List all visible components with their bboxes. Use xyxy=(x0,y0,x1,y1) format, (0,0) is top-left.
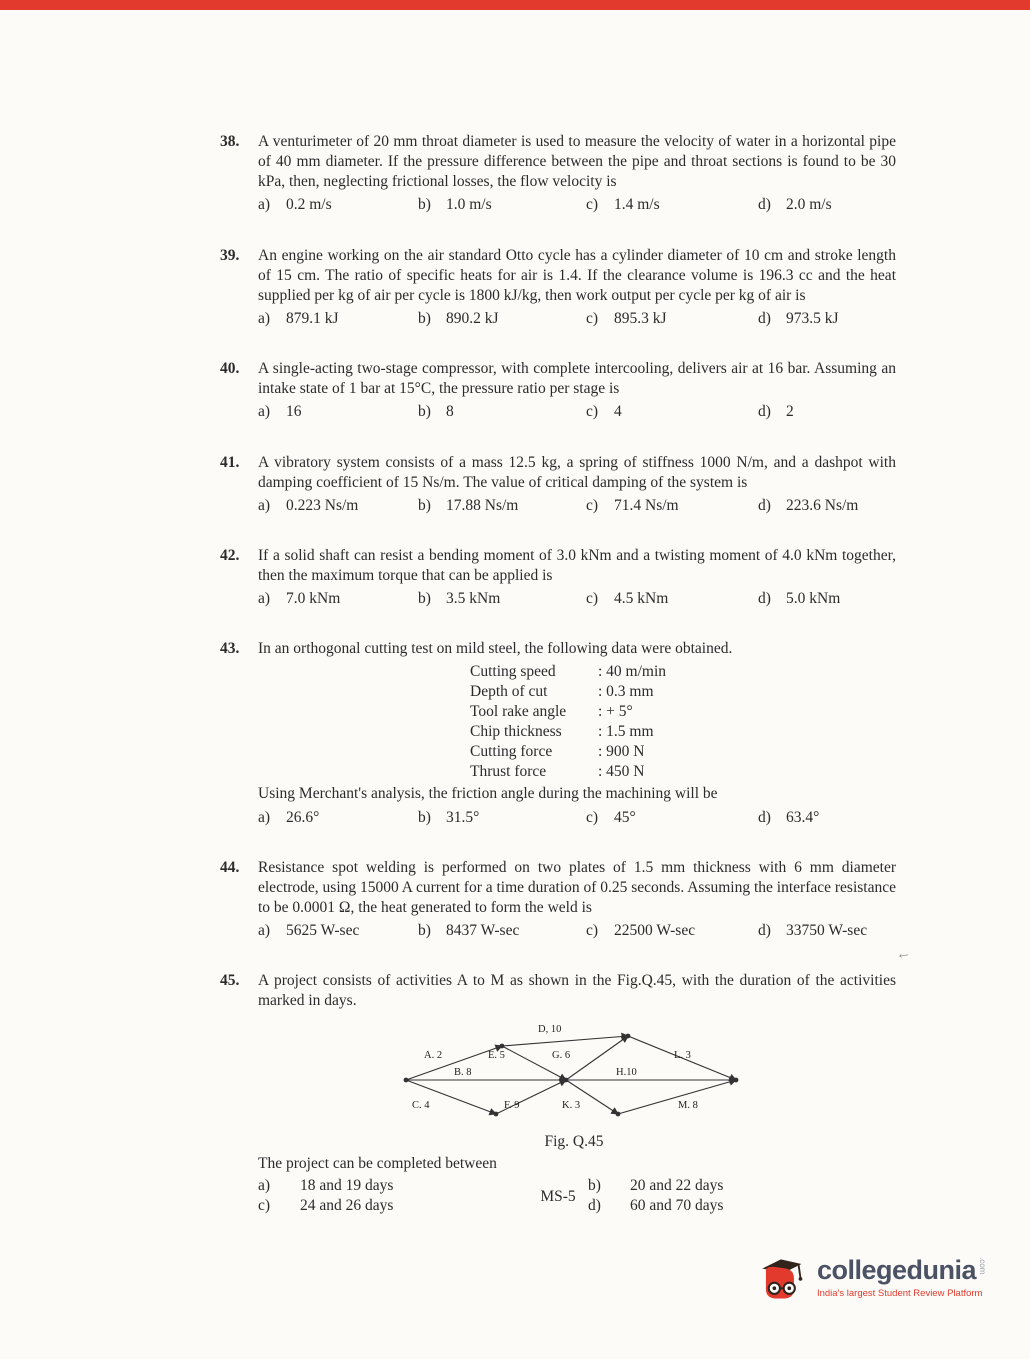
collegedunia-mascot-icon xyxy=(751,1250,807,1306)
data-row: Chip thickness : 1.5 mm xyxy=(470,722,654,740)
figure-caption: Fig. Q.45 xyxy=(544,1132,604,1150)
question-text: An engine working on the air standard Otto cycle has a cylinder diameter of 10 cm and stroke length of 15 cm. The ratio of specific heats for air is 1.4. If the clearance volume is 196.3 cc and the heat supplied per kg of air per cycle is 1800 kJ/kg, then work output per cycle per kg of air is xyxy=(258,246,896,304)
question-text: If a solid shaft can resist a bending moment of 3.0 kNm and a twisting moment of 4.0 kNm together, then the maximum torque that can be applied is xyxy=(258,546,896,585)
option-text: 31.5° xyxy=(446,808,480,826)
options-row xyxy=(258,589,896,609)
question-41 xyxy=(220,453,896,516)
option-text: 4 xyxy=(614,403,622,421)
option-a: a) 5625 W-sec xyxy=(258,922,360,940)
top-red-bar xyxy=(0,0,1030,10)
question-number: 41. xyxy=(220,453,240,471)
network-diagram xyxy=(390,1022,758,1130)
question-text: In an orthogonal cutting test on mild steel, the following data were obtained. xyxy=(258,640,733,658)
option-b: b) 8437 W-sec xyxy=(418,922,520,940)
option-d: d) 63.4° xyxy=(758,808,820,826)
brand-wordmark: collegedunia xyxy=(816,1255,976,1285)
question-text: A project consists of activities A to M as shown in the Fig.Q.45, with the duration of the activities marked in days. xyxy=(258,972,896,1010)
option-text: 1.0 m/s xyxy=(446,196,492,214)
option-text: 2.0 m/s xyxy=(786,196,832,214)
option-text: 5.0 kNm xyxy=(786,590,841,608)
option-text: 16 xyxy=(286,403,302,421)
option-c: c) 22500 W-sec xyxy=(586,922,696,940)
option-text: 7.0 kNm xyxy=(286,590,341,608)
option-d: d) 2 xyxy=(758,403,794,421)
option-text: 24 and 26 days xyxy=(300,1196,394,1214)
option-text: 223.6 Ns/m xyxy=(786,496,859,514)
option-text: 879.1 kJ xyxy=(286,309,339,327)
option-b: b) 8 xyxy=(418,403,454,421)
edge-label-L: L. 3 xyxy=(674,1049,691,1061)
edge-label-A: A. 2 xyxy=(424,1049,443,1061)
question-number: 42. xyxy=(220,546,240,564)
option-d: d) 33750 W-sec xyxy=(758,922,868,940)
question-number: 40. xyxy=(220,360,240,378)
options-row xyxy=(258,808,896,828)
data-row: Tool rake angle : + 5° xyxy=(470,702,633,720)
option-b: b) 3.5 kNm xyxy=(418,590,501,608)
option-text: 20 and 22 days xyxy=(630,1176,724,1194)
option-d: d) 223.6 Ns/m xyxy=(758,496,859,514)
data-row: Cutting force : 900 N xyxy=(470,743,645,761)
collegedunia-logo xyxy=(751,1250,986,1306)
question-text-continued: The project can be completed between xyxy=(258,1154,497,1172)
edge-label-M: M. 8 xyxy=(678,1099,698,1111)
edge-label-E: E. 5 xyxy=(488,1049,505,1061)
options-row xyxy=(258,402,896,422)
option-b: b) 1.0 m/s xyxy=(418,196,492,214)
option-text: 0.223 Ns/m xyxy=(286,496,359,514)
option-a: a) 879.1 kJ xyxy=(258,309,339,327)
activity-network-figure xyxy=(390,1022,758,1152)
option-text: 973.5 kJ xyxy=(786,309,839,327)
page-number: MS-5 xyxy=(540,1188,576,1205)
question-44 xyxy=(220,858,896,942)
options-row xyxy=(258,195,896,215)
option-c: c) 4.5 kNm xyxy=(586,590,669,608)
network-node xyxy=(616,1111,621,1116)
brand-tagline: India's largest Student Review Platform xyxy=(816,1288,983,1299)
option-text: 4.5 kNm xyxy=(614,590,669,608)
option-b: b) 20 and 22 days xyxy=(588,1176,724,1194)
option-text: 2 xyxy=(786,403,794,421)
network-node xyxy=(404,1077,409,1082)
option-d: d) 60 and 70 days xyxy=(588,1196,724,1214)
data-row: Thrust force : 450 N xyxy=(470,763,645,781)
edge-label-B: B. 8 xyxy=(454,1066,472,1078)
question-number: 38. xyxy=(220,133,240,150)
question-42 xyxy=(220,546,896,609)
option-c: c) 1.4 m/s xyxy=(586,196,660,214)
option-d: d) 973.5 kJ xyxy=(758,309,839,327)
option-text: 8437 W-sec xyxy=(446,922,520,940)
option-text: 60 and 70 days xyxy=(630,1196,724,1214)
option-b: b) 31.5° xyxy=(418,808,480,826)
question-number: 44. xyxy=(220,858,240,876)
option-text: 895.3 kJ xyxy=(614,309,667,327)
question-39 xyxy=(220,246,896,330)
stray-pen-mark: ← xyxy=(894,945,912,963)
option-text: 1.4 m/s xyxy=(614,196,660,214)
data-row: Depth of cut : 0.3 mm xyxy=(470,682,654,700)
network-node xyxy=(500,1043,505,1048)
question-text: Resistance spot welding is performed on two plates of 1.5 mm thickness with 6 mm diameter electrode, using 15000 A current for a time duration of 0.25 seconds. Assuming the interface resistance to be 0.0001 Ω, the heat generated to form the weld is xyxy=(258,858,896,916)
option-text: 3.5 kNm xyxy=(446,590,501,608)
edge-label-K: K. 3 xyxy=(562,1099,581,1111)
network-node xyxy=(494,1111,499,1116)
question-number: 43. xyxy=(220,640,240,658)
question-38 xyxy=(220,132,896,216)
option-text: 22500 W-sec xyxy=(614,922,696,940)
edge-label-C: C. 4 xyxy=(412,1099,430,1111)
options-row xyxy=(258,921,896,941)
brand-tld: .com xyxy=(978,1257,987,1275)
question-text: A single-acting two-stage compressor, with complete intercooling, delivers air at 16 bar. Assuming an intake state of 1 bar at 15°C, the pressure ratio per stage is xyxy=(258,360,896,398)
option-a: a) 16 xyxy=(258,403,302,421)
question-43 xyxy=(220,639,896,827)
option-text: 8 xyxy=(446,403,454,421)
edge-label-D: D, 10 xyxy=(538,1023,562,1035)
data-row: Cutting speed : 40 m/min xyxy=(470,662,667,680)
options-row xyxy=(258,496,896,516)
question-text: A vibratory system consists of a mass 12.5 kg, a spring of stiffness 1000 N/m, and a dashpot with damping coefficient of 15 Ns/m. The value of critical damping of the system is xyxy=(258,453,896,491)
network-node xyxy=(626,1033,631,1038)
option-text: 63.4° xyxy=(786,808,820,826)
option-text: 17.88 Ns/m xyxy=(446,496,519,514)
option-d: d) 5.0 kNm xyxy=(758,590,841,608)
option-c: c) 895.3 kJ xyxy=(586,309,667,327)
option-text: 5625 W-sec xyxy=(286,922,360,940)
option-c: c) 4 xyxy=(586,403,622,421)
option-text: 33750 W-sec xyxy=(786,922,868,940)
option-text: 18 and 19 days xyxy=(300,1176,394,1194)
option-text: 0.2 m/s xyxy=(286,196,332,214)
option-c: c) 71.4 Ns/m xyxy=(586,496,679,514)
option-a: a) 0.2 m/s xyxy=(258,196,332,214)
option-a: a) 7.0 kNm xyxy=(258,590,341,608)
option-c: c) 45° xyxy=(586,808,636,826)
edge-label-F: F. 9 xyxy=(504,1099,520,1111)
question-number: 45. xyxy=(220,972,240,990)
exam-page-content xyxy=(220,132,896,1246)
question-40 xyxy=(220,359,896,422)
network-node xyxy=(564,1077,569,1082)
question-number: 39. xyxy=(220,246,240,264)
option-a: a) 0.223 Ns/m xyxy=(258,496,359,514)
option-b: b) 17.88 Ns/m xyxy=(418,496,519,514)
cutting-data-table xyxy=(470,662,896,783)
edge-label-H: H.10 xyxy=(616,1066,637,1078)
options-row xyxy=(258,309,896,329)
option-b: b) 890.2 kJ xyxy=(418,309,499,327)
network-node xyxy=(734,1077,739,1082)
question-45 xyxy=(220,971,896,1216)
question-text: A venturimeter of 20 mm throat diameter is used to measure the velocity of water in a horizontal pipe of 40 mm diameter. If the pressure difference between the pipe and throat sections is found to be 30 kPa, then, neglecting frictional losses, the flow velocity is xyxy=(258,133,896,191)
option-d: d) 2.0 m/s xyxy=(758,196,832,214)
option-text: 26.6° xyxy=(286,808,320,826)
option-text: 71.4 Ns/m xyxy=(614,496,679,514)
option-c: c) 24 and 26 days xyxy=(258,1196,394,1214)
option-text: 890.2 kJ xyxy=(446,309,499,327)
edge-label-G: G. 6 xyxy=(552,1049,571,1061)
option-a: a) 26.6° xyxy=(258,808,320,826)
option-text: 45° xyxy=(614,808,636,826)
option-a: a) 18 and 19 days xyxy=(258,1176,394,1194)
question-text-continued: Using Merchant's analysis, the friction angle during the machining will be xyxy=(258,785,718,803)
